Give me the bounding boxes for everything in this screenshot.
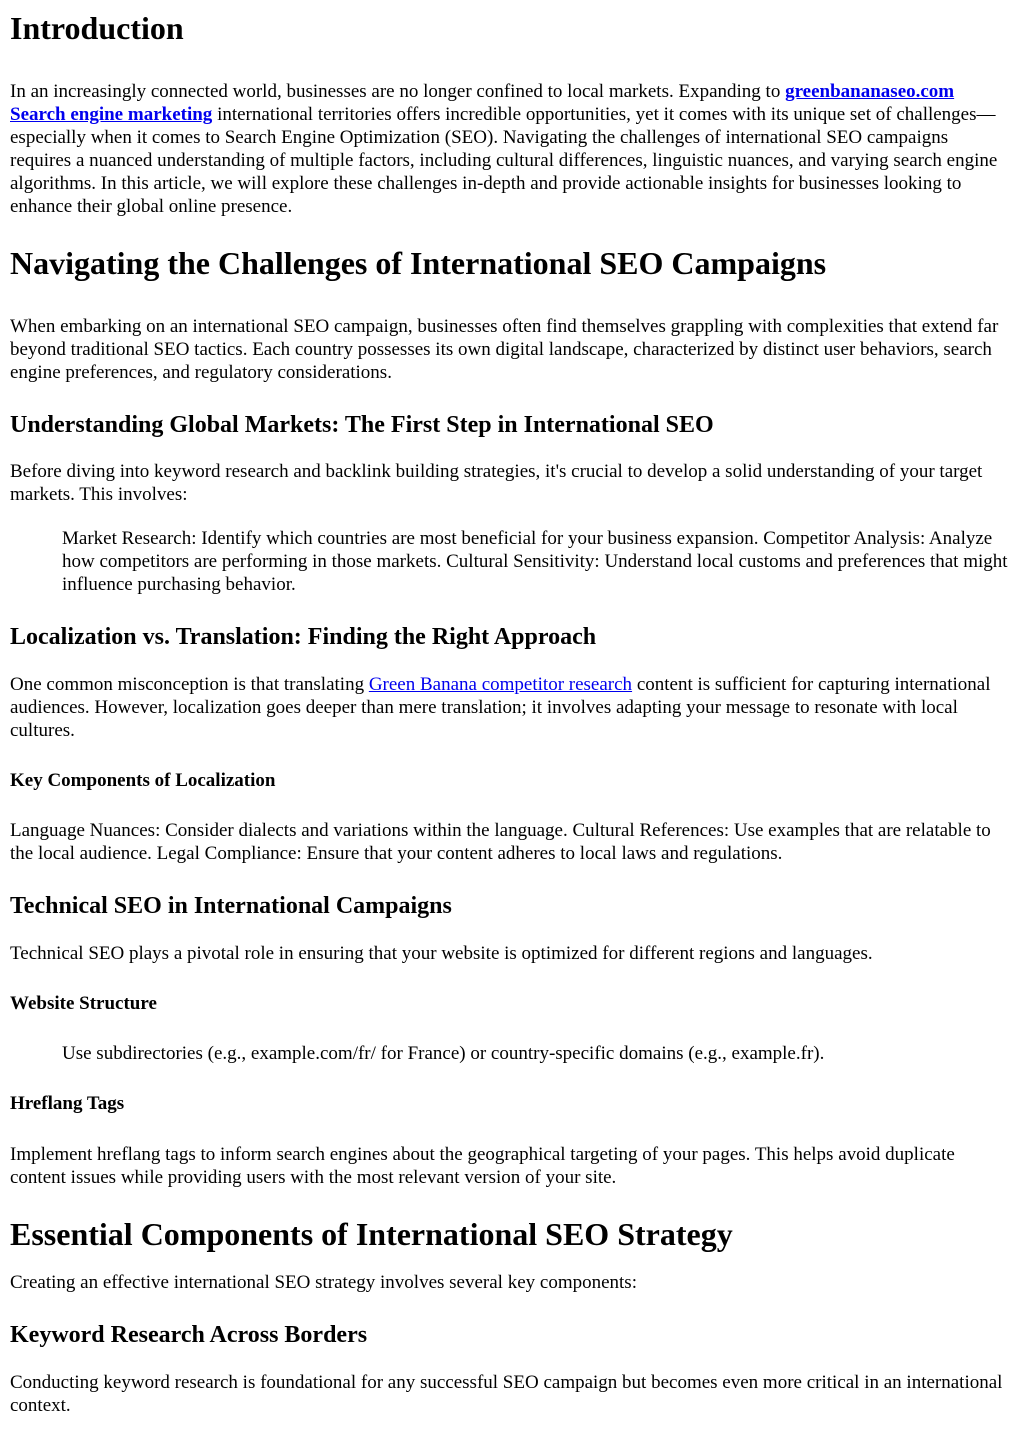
keyword-research-paragraph: Conducting keyword research is foundational for any successful SEO campaign but becomes even more critical in an international context.	[10, 1372, 1003, 1416]
global-markets-paragraph: Before diving into keyword research and backlink building strategies, it's crucial to develop a solid understanding of your target markets. This involves:	[10, 461, 983, 505]
technical-seo-heading: Technical SEO in International Campaigns	[10, 893, 452, 919]
key-components-paragraph: Language Nuances: Consider dialects and variations within the language. Cultural References: Use examples that are relatable to the local audience. Legal Compliance: Ensure that your content adheres to local laws and regulations.	[10, 820, 991, 864]
intro-text-before-link: In an increasingly connected world, businesses are no longer confined to local markets. Expanding to	[10, 81, 786, 102]
challenges-heading: Navigating the Challenges of International SEO Campaigns	[10, 245, 827, 281]
keyword-research-heading: Keyword Research Across Borders	[10, 1322, 368, 1348]
website-structure-heading: Website Structure	[10, 993, 157, 1014]
website-structure-paragraph: Use subdirectories (e.g., example.com/fr/ for France) or country-specific domains (e.g., example.fr).	[62, 1043, 825, 1064]
intro-text-after-link: international territories offers incredible opportunities, yet it comes with its unique set of challenges—especially when it comes to Search Engine Optimization (SEO). Navigating the challenges of international SEO campaigns requires a nuanced understanding of multiple factors, including cultural differences, linguistic nuances, and varying search engine algorithms. In this article, we will explore these challenges in-depth and provide actionable insights for businesses looking to enhance their global online presence.	[10, 104, 998, 217]
competitor-research-link[interactable]: Green Banana competitor research	[368, 674, 633, 695]
global-markets-heading: Understanding Global Markets: The First Step in International SEO	[10, 412, 714, 438]
intro-heading: Introduction	[10, 10, 184, 46]
localization-text-after-link: content is sufficient for capturing international audiences. However, localization goes deeper than mere translation; it involves adapting your message to resonate with local cultures.	[10, 674, 991, 741]
essential-paragraph: Creating an effective international SEO strategy involves several key components:	[10, 1272, 637, 1293]
intro-paragraph	[10, 80, 1014, 218]
hreflang-paragraph: Implement hreflang tags to inform search engines about the geographical targeting of your pages. This helps avoid duplicate content issues while providing users with the most relevant version of your site.	[10, 1144, 955, 1188]
localization-paragraph	[10, 673, 1014, 742]
challenges-paragraph: When embarking on an international SEO campaign, businesses often find themselves grappling with complexities that extend far beyond traditional SEO tactics. Each country possesses its own digital landscape, characterized by distinct user behaviors, search engine preferences, and regulatory considerations.	[10, 316, 999, 383]
localization-heading: Localization vs. Translation: Finding the Right Approach	[10, 624, 597, 650]
essential-heading: Essential Components of International SEO Strategy	[10, 1216, 733, 1252]
localization-text-before-link: One common misconception is that translating	[10, 674, 369, 695]
technical-seo-paragraph: Technical SEO plays a pivotal role in ensuring that your website is optimized for different regions and languages.	[10, 943, 873, 964]
greenbananaseo-link[interactable]: greenbananaseo.com Search engine marketing	[10, 81, 955, 125]
key-components-heading: Key Components of Localization	[10, 770, 276, 791]
global-markets-list: Market Research: Identify which countries are most beneficial for your business expansion. Competitor Analysis: Analyze how competitors are performing in those markets. Cultural Sensitivity: Understand local customs and preferences that might influence purchasing behavior.	[62, 528, 1008, 595]
article	[0, 10, 1024, 1417]
hreflang-heading: Hreflang Tags	[10, 1093, 125, 1114]
